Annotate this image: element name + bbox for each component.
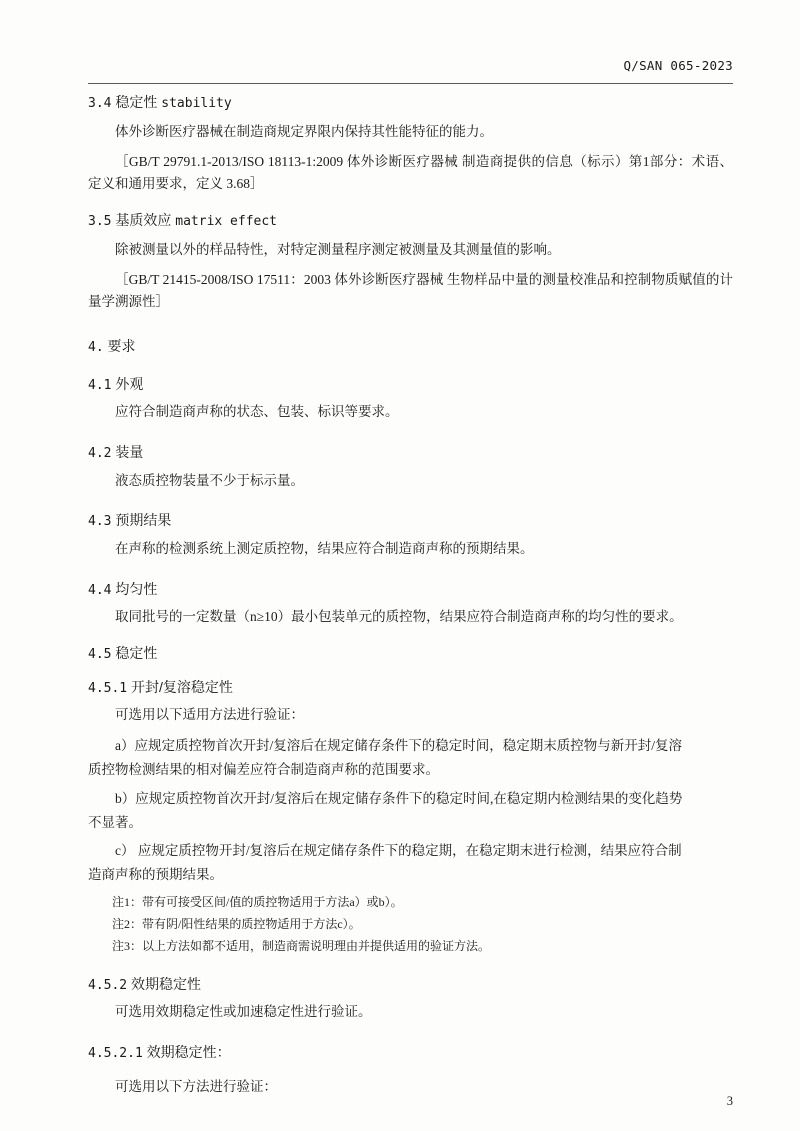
note-1: 注1：带有可接受区间/值的质控物适用于方法a）或b）。 bbox=[112, 895, 403, 910]
page-number: 3 bbox=[726, 1094, 733, 1108]
paragraph-4-2: 液态质控物装量不少于标示量。 bbox=[115, 472, 304, 488]
heading-chapter-4-number: 4. bbox=[88, 340, 104, 356]
heading-4-2-number: 4.2 bbox=[88, 446, 112, 462]
heading-4-4-number: 4.4 bbox=[88, 582, 112, 598]
paragraph-4-5-2-1: 可选用以下方法进行验证： bbox=[115, 1078, 277, 1094]
heading-4-5-2-1 bbox=[88, 1042, 733, 1064]
paragraph-4-3: 在声称的检测系统上测定质控物，结果应符合制造商声称的预期结果。 bbox=[115, 540, 534, 556]
heading-4-5-1-title: 开封/复溶稳定性 bbox=[131, 678, 233, 695]
heading-4-3 bbox=[88, 510, 733, 532]
heading-4-3-title: 预期结果 bbox=[115, 512, 172, 529]
note-2: 注2：带有阴/阳性结果的质控物适用于方法c）。 bbox=[112, 917, 361, 932]
heading-4-1-number: 4.1 bbox=[88, 377, 112, 393]
heading-4-5 bbox=[88, 643, 733, 665]
paragraph-4-4: 取同批号的一定数量（n≥10）最小包装单元的质控物，结果应符合制造商声称的均匀性的要求。 bbox=[115, 609, 683, 625]
paragraph-4-5-2: 可选用效期稳定性或加速稳定性进行验证。 bbox=[115, 1004, 372, 1020]
heading-4-2-title: 装量 bbox=[115, 444, 144, 461]
heading-4-5-2-1-title: 效期稳定性： bbox=[146, 1044, 231, 1061]
heading-3-4-title-en: stability bbox=[161, 96, 232, 111]
heading-4-3-number: 4.3 bbox=[88, 514, 112, 530]
paragraph-4-1: 应符合制造商声称的状态、包装、标识等要求。 bbox=[115, 404, 399, 420]
heading-4-1-title: 外观 bbox=[115, 375, 144, 392]
heading-4-4 bbox=[88, 579, 733, 601]
list-item-c-first-line: c） 应规定质控物开封/复溶后在规定储存条件下的稳定期，在稳定期末进行检测，结果应符合制 bbox=[115, 843, 682, 859]
heading-4-5-1 bbox=[88, 677, 733, 699]
list-item-c-rest: 造商声称的预期结果。 bbox=[88, 867, 223, 883]
heading-3-5-number: 3.5 bbox=[88, 214, 112, 230]
list-item-b-first-line: b）应规定质控物首次开封/复溶后在规定储存条件下的稳定时间,在稳定期内检测结果的变化趋势 bbox=[115, 790, 683, 806]
heading-4-5-title: 稳定性 bbox=[115, 645, 158, 662]
heading-4-5-2-number: 4.5.2 bbox=[88, 977, 128, 993]
list-item-a-first-line: a）应规定质控物首次开封/复溶后在规定储存条件下的稳定时间，稳定期末质控物与新开封/复溶 bbox=[115, 737, 682, 753]
heading-4-5-2-title: 效期稳定性 bbox=[131, 975, 202, 992]
heading-4-2 bbox=[88, 442, 733, 464]
heading-4-5-2 bbox=[88, 974, 733, 996]
heading-chapter-4-title: 要求 bbox=[107, 338, 136, 355]
heading-3-4-title-cn: 稳定性 bbox=[115, 94, 158, 110]
paragraph-3-5-1: 除被测量以外的样品特性，对特定测量程序测定被测量及其测量值的影响。 bbox=[115, 241, 561, 257]
note-3: 注3：以上方法如都不适用，制造商需说明理由并提供适用的验证方法。 bbox=[112, 939, 491, 954]
paragraph-4-5-1-intro: 可选用以下适用方法进行验证： bbox=[115, 707, 304, 723]
page-content bbox=[88, 92, 733, 1106]
paragraph-3-4-2: ［GB/T 29791.1-2013/ISO 18113-1:2009 体外诊断医疗器械 制造商提供的信息（标示）第1部分：术语、定义和通用要求，定义 3.68］ bbox=[88, 154, 733, 192]
paragraph-3-5-2: ［GB/T 21415-2008/ISO 17511：2003 体外诊断医疗器械 生物样品中量的测量校准品和控制物质赋值的计量学溯源性］ bbox=[88, 272, 733, 310]
heading-4-5-2-1-number: 4.5.2.1 bbox=[88, 1046, 143, 1062]
heading-4-4-title: 均匀性 bbox=[115, 580, 158, 597]
heading-chapter-4 bbox=[88, 336, 733, 358]
heading-3-4 bbox=[88, 92, 733, 114]
heading-4-5-number: 4.5 bbox=[88, 647, 112, 663]
paragraph-3-4-1: 体外诊断医疗器械在制造商规定界限内保持其性能特征的能力。 bbox=[115, 123, 493, 139]
heading-3-5 bbox=[88, 210, 733, 232]
heading-3-5-title-cn: 基质效应 bbox=[115, 212, 172, 229]
heading-3-5-title-en: matrix effect bbox=[175, 214, 278, 230]
heading-4-1 bbox=[88, 374, 733, 396]
list-item-b-rest: 不显著。 bbox=[88, 814, 142, 830]
header-divider bbox=[88, 83, 733, 84]
heading-4-5-1-number: 4.5.1 bbox=[88, 680, 128, 696]
heading-3-4-number: 3.4 bbox=[88, 96, 112, 111]
list-item-a-rest: 质控物检测结果的相对偏差应符合制造商声称的范围要求。 bbox=[88, 761, 439, 777]
document-code: Q/SAN 065-2023 bbox=[623, 58, 733, 73]
